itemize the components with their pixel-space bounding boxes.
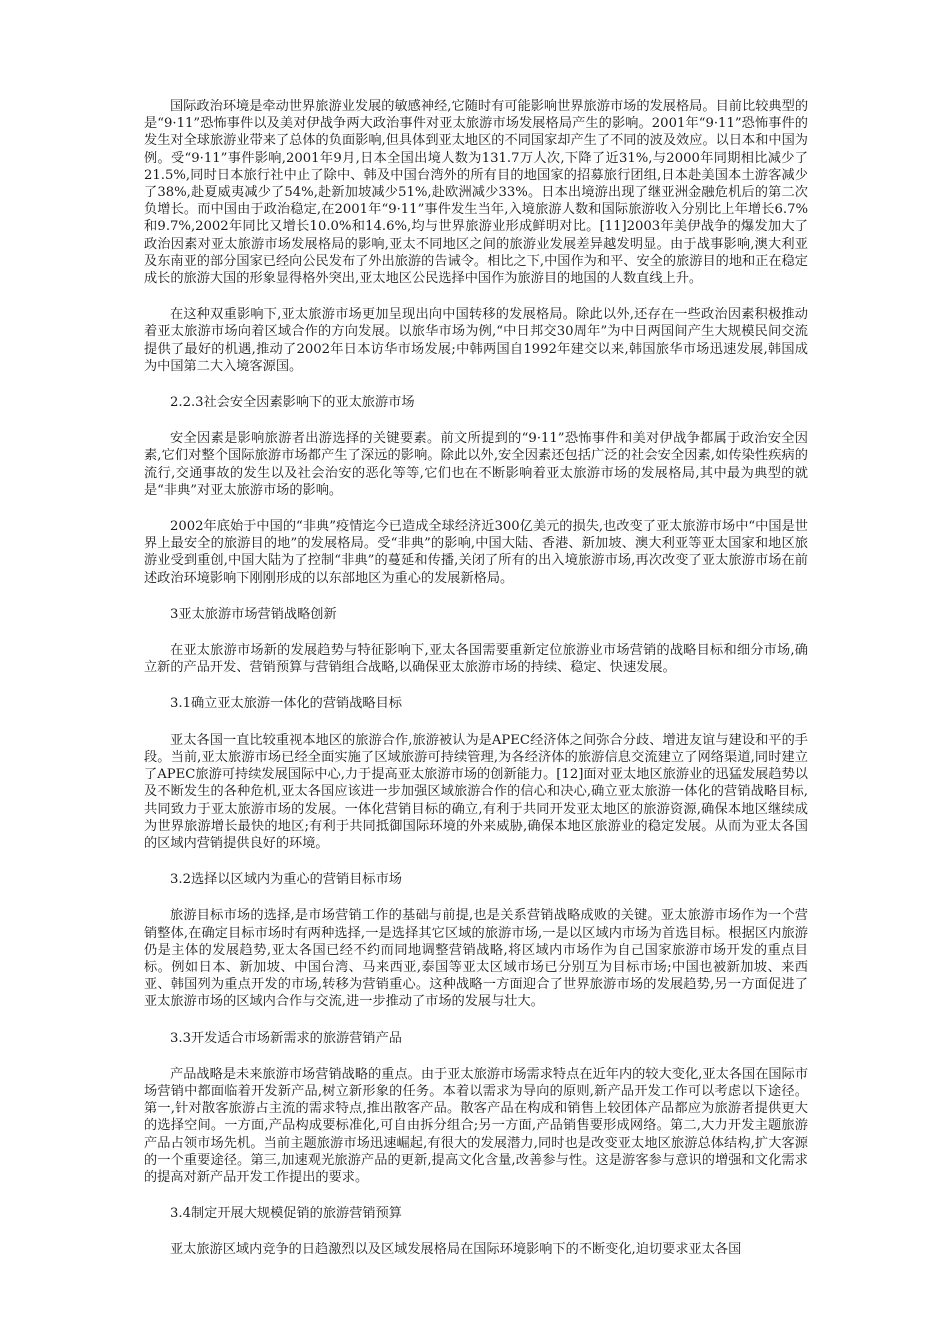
section-heading-3-3: 3.3开发适合市场新需求的旅游营销产品 bbox=[170, 1030, 402, 1046]
paragraph-sars-impact: 2002年底始于中国的“非典”疫情迄今已造成全球经济近300亿美元的损失,也改变了亚太旅游市场中“中国是世界上最安全的旅游目的地”的发展格局。受“非典”的影响,中国大陆、香港、新加坡、澳大利亚等亚太国家和地区旅游业受到重创,中国大陆为了控制“非典”的蔓延和传播,关闭了所有的出入境旅游市场,再次改变了亚太旅游市场在前述政治环境影响下刚刚形成的以东部地区为重心的发展新格局。 bbox=[144, 519, 808, 586]
section-heading-2-2-3: 2.2.3社会安全因素影响下的亚太旅游市场 bbox=[170, 395, 415, 411]
section-heading-3-2: 3.2选择以区域内为重心的营销目标市场 bbox=[170, 872, 402, 888]
section-heading-3-1: 3.1确立亚太旅游一体化的营销战略目标 bbox=[170, 696, 402, 712]
paragraph-integration-goal: 亚太各国一直比较重视本地区的旅游合作,旅游被认为是APEC经济体之间弥合分歧、增进友谊与建设和平的手段。当前,亚太旅游市场已经全面实施了区域旅游可持续管理,为各经济体的旅游信息交流建立了网络渠道,同时建立了APEC旅游可持续发展国际中心,力于提高亚太旅游市场的创新能力。[12]面对亚太地区旅游业的迅猛发展趋势以及不断发生的各种危机,亚太各国应该进一步加强区域旅游合作的信心和决心,确立亚太旅游一体化的营销战略目标,共同致力于亚太旅游市场的发展。一体化营销目标的确立,有利于共同开发亚太地区的旅游资源,确保本地区继续成为世界旅游增长最快的地区;有利于共同抵御国际环境的外来威胁,确保本地区旅游业的稳定发展。从而为亚太各国的区域内营销提供良好的环境。 bbox=[144, 732, 808, 851]
paragraph-marketing-intro: 在亚太旅游市场新的发展趋势与特征影响下,亚太各国需要重新定位旅游业市场营销的战略目标和细分市场,确立新的产品开发、营销预算与营销组合战略,以确保亚太旅游市场的持续、稳定、快速发展。 bbox=[144, 643, 808, 676]
paragraph-safety-factors: 安全因素是影响旅游者出游选择的关键要素。前文所提到的“9·11”恐怖事件和美对伊战争都属于政治安全因素,它们对整个国际旅游市场都产生了深远的影响。除此以外,安全因素还包括广泛的社会安全因素,如传染性疾病的流行,交通事故的发生以及社会治安的恶化等等,它们也在不断影响着亚太旅游市场的发展格局,其中最为典型的就是“非典”对亚太旅游市场的影响。 bbox=[144, 431, 808, 498]
document-body bbox=[144, 98, 808, 1259]
paragraph-political-environment: 国际政治环境是牵动世界旅游业发展的敏感神经,它随时有可能影响世界旅游市场的发展格局。目前比较典型的是“9·11”恐怖事件以及美对伊战争两大政治事件对亚太旅游市场发展格局产生的影响。2001年“9·11”恐怖事件的发生对全球旅游业带来了总体的负面影响,但具体到亚太地区的不同国家却产生了不同的波及效应。以日本和中国为例。受“9·11”事件影响,2001年9月,日本全国出境人数为131.7万人次,下降了近31%,与2000年同期相比减少了21.5%,同时日本旅行社中止了除中、韩及中国台湾外的所有目的地国家的招募旅行团组,日本赴美国本土游客减少了38%,赴夏威夷减少了54%,赴新加坡减少51%,赴欧洲减少33%。日本出境游出现了继亚洲金融危机后的第二次负增长。而中国由于政治稳定,在2001年“9·11”事件发生当年,入境旅游人数和国际旅游收入分别比上年增长6.7%和9.7%,2002年同比又增长10.0%和14.6%,均与世界旅游业形成鲜明对比。[11]2003年美伊战争的爆发加大了政治因素对亚太旅游市场发展格局的影响,亚太不同地区之间的旅游业发展差异越发明显。由于战事影响,澳大利亚及东南亚的部分国家已经向公民发布了外出旅游的告诫令。相比之下,中国作为和平、安全的旅游目的地和正在稳定成长的旅游大国的形象显得格外突出,亚太地区公民选择中国作为旅游目的地国的人数直线上升。 bbox=[144, 99, 808, 287]
paragraph-product-strategy: 产品战略是未来旅游市场营销战略的重点。由于亚太旅游市场需求特点在近年内的较大变化,亚太各国在国际市场营销中都面临着开发新产品,树立新形象的任务。本着以需求为导向的原则,新产品开发工作可以考虑以下途径。第一,针对散客旅游占主流的需求特点,推出散客产品。散客产品在构成和销售上较团体产品都应为旅游者提供更大的选择空间。一方面,产品构成要标准化,可自由拆分组合;另一方面,产品销售要形成网络。第二,大力开发主题旅游产品占领市场先机。当前主题旅游市场迅速崛起,有很大的发展潜力,同时也是改变亚太地区旅游总体结构,扩大客源的一个重要途径。第三,加速观光旅游产品的更新,提高文化含量,改善参与性。这是游客参与意识的增强和文化需求的提高对新产品开发工作提出的要求。 bbox=[144, 1066, 808, 1185]
section-heading-3-4: 3.4制定开展大规模促销的旅游营销预算 bbox=[170, 1206, 402, 1222]
section-heading-3: 3亚太旅游市场营销战略创新 bbox=[170, 606, 337, 622]
paragraph-dual-impact: 在这种双重影响下,亚太旅游市场更加呈现出向中国转移的发展格局。除此以外,还存在一些政治因素积极推动着亚太旅游市场向着区域合作的方向发展。以旅华市场为例,“中日邦交30周年”为中日两国间产生大规模民间交流提供了最好的机遇,推动了2002年日本访华市场发展;中韩两国自1992年建交以来,韩国旅华市场迅速发展,韩国成为中国第二大入境客源国。 bbox=[144, 307, 808, 374]
paragraph-promotion-budget: 亚太旅游区域内竞争的日趋激烈以及区域发展格局在国际环境影响下的不断变化,迫切要求亚太各国 bbox=[170, 1242, 742, 1258]
paragraph-target-market: 旅游目标市场的选择,是市场营销工作的基础与前提,也是关系营销战略成败的关键。亚太旅游市场作为一个营销整体,在确定目标市场时有两种选择,一是选择其它区域的旅游市场,一是以区域内市场为首选目标。根据区内旅游仍是主体的发展趋势,亚太各国已经不约而同地调整营销战略,将区域内市场作为自己国家旅游市场开发的重点目标。例如日本、新加坡、中国台湾、马来西亚,泰国等亚太区域市场已分别互为目标市场;中国也被新加坡、来西亚、韩国列为重点开发的市场,转移为营销重心。这种战略一方面迎合了世界旅游市场的发展趋势,另一方面促进了亚太旅游市场的区域内合作与交流,进一步推动了市场的发展与壮大。 bbox=[144, 908, 808, 1010]
